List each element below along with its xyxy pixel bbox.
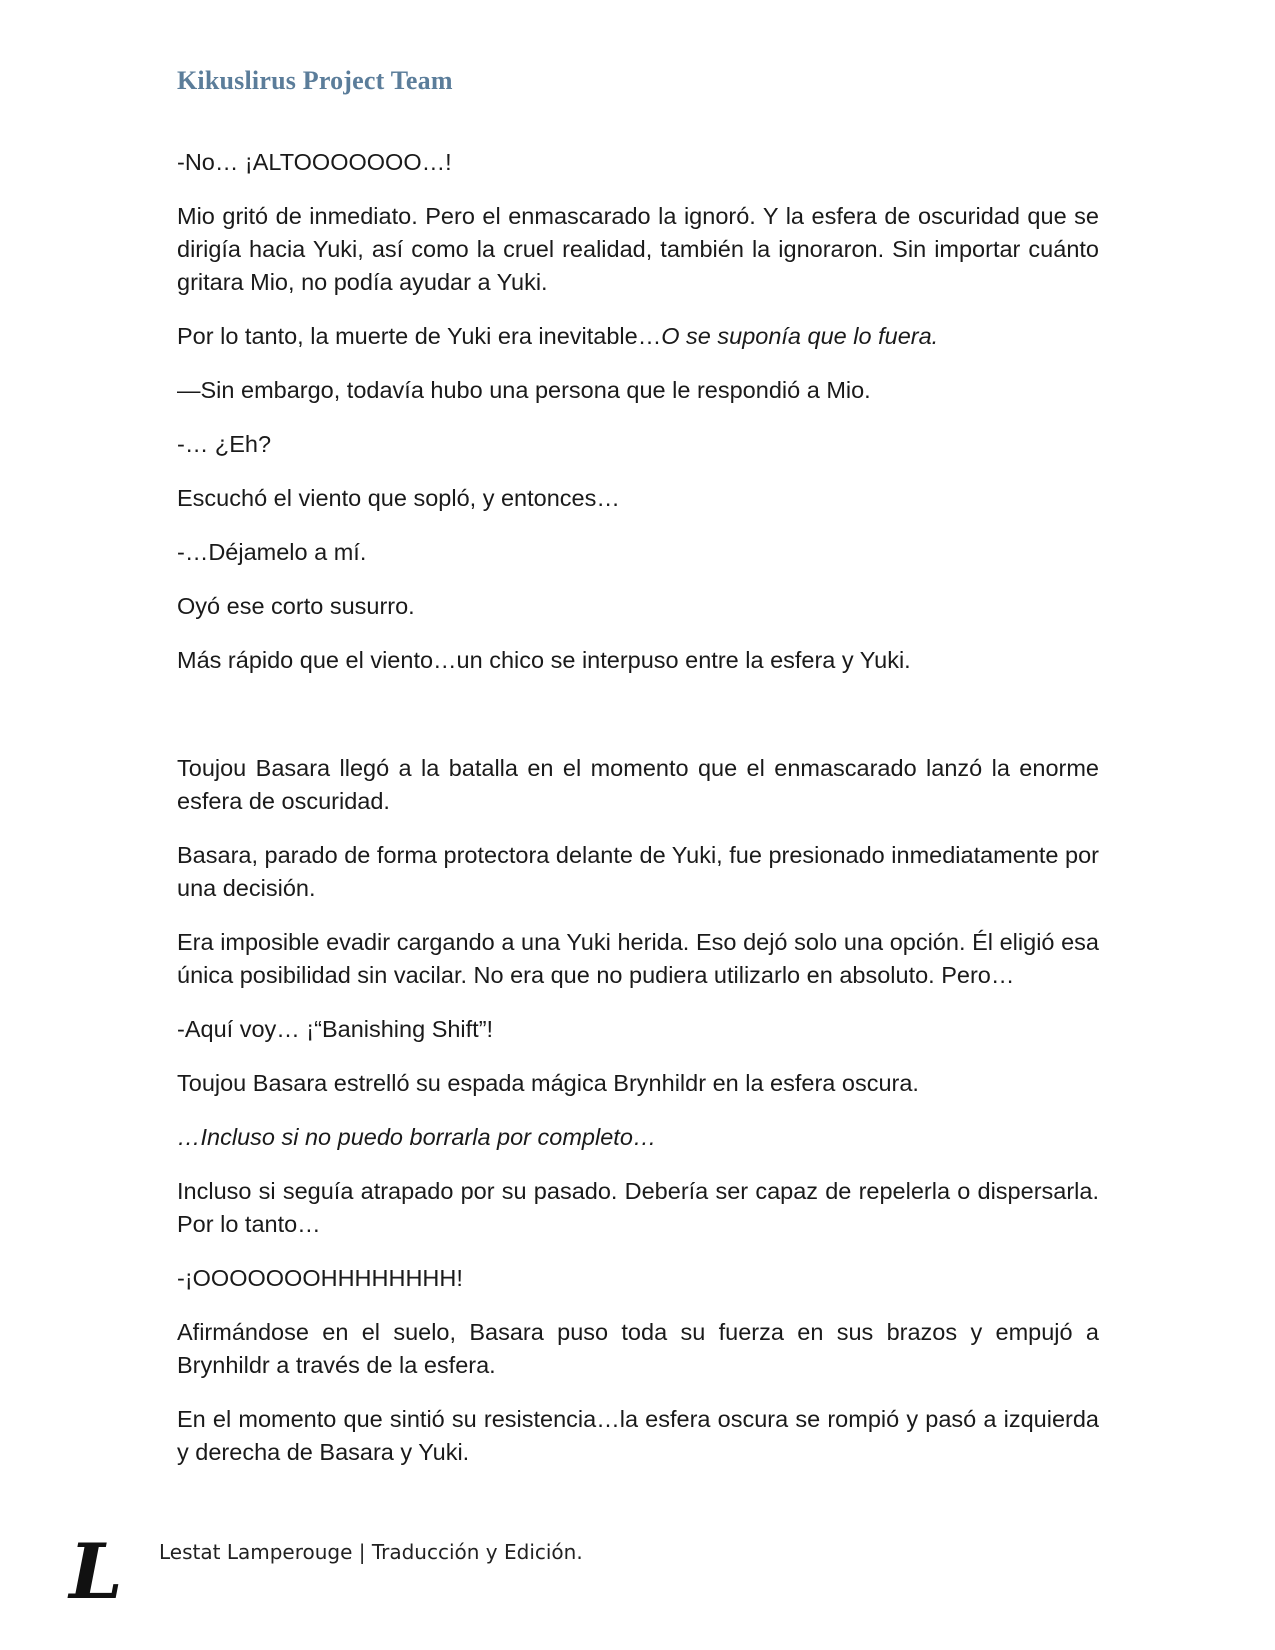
- section-break: [177, 698, 1099, 731]
- paragraph-10: Toujou Basara llegó a la batalla en el momento que el enmascarado lanzó la enorme esfera de oscuridad.: [177, 755, 1099, 814]
- paragraph-1: -No… ¡ALTOOOOOOO…!: [177, 149, 452, 175]
- paragraph-7: -…Déjamelo a mí.: [177, 539, 367, 565]
- paragraph-9: Más rápido que el viento…un chico se interpuso entre la esfera y Yuki.: [177, 647, 911, 673]
- paragraph-2: Mio gritó de inmediato. Pero el enmascarado la ignoró. Y la esfera de oscuridad que se dirigía hacia Yuki, así como la cruel realidad, también la ignoraron. Sin importar cuánto gritara Mio, no podía ayudar a Yuki.: [177, 203, 1099, 295]
- paragraph-4: —Sin embargo, todavía hubo una persona que le respondió a Mio.: [177, 377, 871, 403]
- paragraph-5: -… ¿Eh?: [177, 431, 272, 457]
- paragraph-13: -Aquí voy… ¡“Banishing Shift”!: [177, 1016, 494, 1042]
- paragraph-11: Basara, parado de forma protectora delante de Yuki, fue presionado inmediatamente por una decisión.: [177, 842, 1099, 901]
- footer-credit: Lestat Lamperouge | Traducción y Edición.: [159, 1540, 583, 1564]
- paragraph-19: En el momento que sintió su resistencia…la esfera oscura se rompió y pasó a izquierda y derecha de Basara y Yuki.: [177, 1406, 1099, 1465]
- paragraph-3: Por lo tanto, la muerte de Yuki era inevitable…O se suponía que lo fuera.: [177, 323, 939, 349]
- gothic-letter-l-icon: [64, 1536, 128, 1608]
- paragraph-12: Era imposible evadir cargando a una Yuki herida. Eso dejó solo una opción. Él eligió esa única posibilidad sin vacilar. No era que no pudiera utilizarlo en absoluto. Pero…: [177, 929, 1099, 988]
- paragraph-8: Oyó ese corto susurro.: [177, 593, 415, 619]
- paragraph-17: -¡OOOOOOOHHHHHHHH!: [177, 1265, 463, 1291]
- svg-text:L: L: [69, 1536, 123, 1608]
- page-header-title: Kikuslirus Project Team: [177, 66, 453, 95]
- paragraph-15: …Incluso si no puedo borrarla por completo…: [177, 1124, 657, 1150]
- paragraph-14: Toujou Basara estrelló su espada mágica Brynhildr en la esfera oscura.: [177, 1070, 919, 1096]
- document-body: [177, 146, 1099, 1490]
- paragraph-6: Escuchó el viento que sopló, y entonces…: [177, 485, 620, 511]
- paragraph-18: Afirmándose en el suelo, Basara puso toda su fuerza en sus brazos y empujó a Brynhildr a través de la esfera.: [177, 1319, 1099, 1378]
- paragraph-16: Incluso si seguía atrapado por su pasado. Debería ser capaz de repelerla o dispersarla. Por lo tanto…: [177, 1178, 1099, 1237]
